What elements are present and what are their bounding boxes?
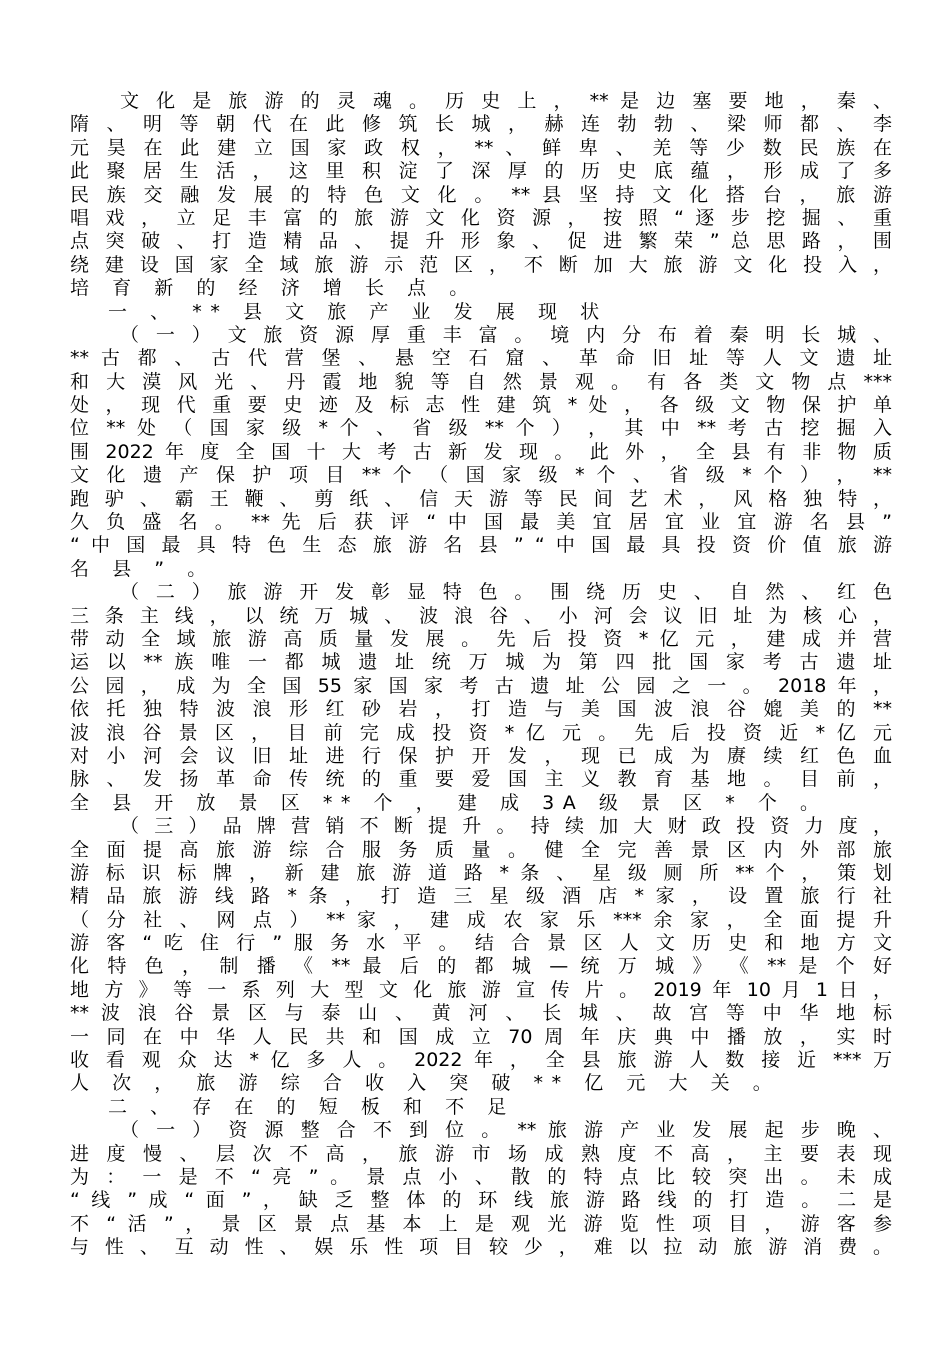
text-line: “ 线 ” 成 “ 面 ” ， 缺 乏 整 体 的 环 线 旅 游 路 线 的 打 造 。 二 是 (70, 1189, 892, 1212)
text-line: （ 一 ） 资 源 整 合 不 到 位 。 ** 旅 游 产 业 发 展 起 步 晚 、 (120, 1119, 892, 1142)
section-heading: 二 、 存 在 的 短 板 和 不 足 (108, 1095, 515, 1118)
text-line: 位 ** 处 （ 国 家 级 * 个 、 省 级 ** 个 ） ， 其 中 ** 考 古 挖 掘 入 (70, 417, 892, 440)
text-line: 依 托 独 特 波 浪 形 红 砂 岩 ， 打 造 与 美 国 波 浪 谷 媲 美 的 ** (70, 698, 892, 721)
text-line: 绕 建 设 国 家 全 域 旅 游 示 范 区 ， 不 断 加 大 旅 游 文 化 投 入 ， (70, 253, 892, 276)
text-line: 名 县 ” 。 (70, 557, 215, 580)
text-line: “ 中 国 最 具 特 色 生 态 旅 游 名 县 ” “ 中 国 最 具 投 资 价 值 旅 游 (70, 534, 892, 557)
text-line: 化 特 色 ， 制 播 《 ** 最 后 的 都 城 — 统 万 城 》 《 ** 是 个 好 (70, 955, 892, 978)
text-line: ** 古 都 、 古 代 营 堡 、 悬 空 石 窟 、 革 命 旧 址 等 人 文 遗 址 (70, 347, 892, 370)
text-line: 和 大 漠 风 光 、 丹 霞 地 貌 等 自 然 景 观 。 有 各 类 文 物 点 *** (70, 370, 892, 393)
text-line: 为 ： 一 是 不 “ 亮 ” 。 景 点 小 、 散 的 特 点 比 较 突 出 。 未 成 (70, 1165, 892, 1188)
text-line: 一 同 在 中 华 人 民 共 和 国 成 立 70 周 年 庆 典 中 播 放 ， 实 时 (70, 1025, 892, 1048)
text-line: （ 二 ） 旅 游 开 发 彰 显 特 色 。 围 绕 历 史 、 自 然 、 红 色 (120, 581, 892, 604)
text-line: ** 波 浪 谷 景 区 与 泰 山 、 黄 河 、 长 城 、 故 宫 等 中 华 地 标 (70, 1002, 892, 1025)
text-line: 点 突 破 、 打 造 精 品 、 提 升 形 象 、 促 进 繁 荣 ” 总 思 路 ， 围 (70, 230, 892, 253)
text-line: 全 县 开 放 景 区 ** 个 ， 建 成 3A 级 景 区 * 个 。 (70, 791, 828, 814)
text-line: 人 次 ， 旅 游 综 合 收 入 突 破 ** 亿 元 大 关 。 (70, 1072, 781, 1095)
text-line: 文 化 是 旅 游 的 灵 魂 。 历 史 上 ， ** 是 边 塞 要 地 ， 秦 、 (120, 90, 892, 112)
text-line: 脉 、 发 扬 革 命 传 统 的 重 要 爱 国 主 义 教 育 基 地 。 目 前 ， (70, 768, 892, 791)
text-line: 对 小 河 会 议 旧 址 进 行 保 护 开 发 ， 现 已 成 为 赓 续 红 色 血 (70, 744, 892, 767)
text-line: （ 分 社 、 网 点 ） ** 家 ， 建 成 农 家 乐 *** 余 家 ， 全 面 提 升 (70, 908, 892, 931)
text-line: 唱 戏 ， 立 足 丰 富 的 旅 游 文 化 资 源 ， 按 照 “ 逐 步 挖 掘 、 重 (70, 206, 892, 229)
text-line: （ 三 ） 品 牌 营 销 不 断 提 升 。 持 续 加 大 财 政 投 资 力 度 ， (120, 815, 892, 838)
text-line: 不 “ 活 ” ， 景 区 景 点 基 本 上 是 观 光 游 览 性 项 目 ， 游 客 参 (70, 1212, 892, 1235)
text-line: 游 客 “ 吃 住 行 ” 服 务 水 平 。 结 合 景 区 人 文 历 史 和 地 方 文 (70, 932, 892, 955)
text-line: 文 化 遗 产 保 护 项 目 ** 个 （ 国 家 级 * 个 、 省 级 * 个 ） ， ** (70, 464, 892, 487)
text-line: 民 族 交 融 发 展 的 特 色 文 化 。 ** 县 坚 持 文 化 搭 台 ， 旅 游 (70, 183, 892, 206)
text-line: 地 方 》 等 一 系 列 大 型 文 化 旅 游 宣 传 片 。 2019 年 10 月 1 日 ， (70, 978, 892, 1001)
document-page (70, 90, 892, 1260)
text-line: 元 昊 在 此 建 立 国 家 政 权 ， ** 、 鲜 卑 、 羌 等 少 数 民 族 在 (70, 136, 892, 159)
text-line: 隋 、 明 等 朝 代 在 此 修 筑 长 城 ， 赫 连 勃 勃 、 梁 师 都 、 李 (70, 113, 892, 136)
text-line: 与 性 、 互 动 性 、 娱 乐 性 项 目 较 少 ， 难 以 拉 动 旅 游 消 费 。 (70, 1236, 892, 1259)
text-line: 公 园 ， 成 为 全 国 55 家 国 家 考 古 遗 址 公 园 之 一 。 2018 年 ， (70, 674, 892, 697)
text-line: 收 看 观 众 达 * 亿 多 人 。 2022 年 ， 全 县 旅 游 人 数 接 近 *** 万 (70, 1049, 892, 1072)
text-line: 处 ， 现 代 重 要 史 迹 及 标 志 性 建 筑 * 处 ， 各 级 文 物 保 护 单 (70, 394, 892, 417)
text-line: 围 2022 年 度 全 国 十 大 考 古 新 发 现 。 此 外 ， 全 县 有 非 物 质 (70, 440, 892, 463)
text-line: 游 标 识 标 牌 ， 新 建 旅 游 道 路 * 条 、 星 级 厕 所 ** 个 ， 策 划 (70, 861, 892, 884)
text-line: （ 一 ） 文 旅 资 源 厚 重 丰 富 。 境 内 分 布 着 秦 明 长 城 、 (120, 323, 892, 346)
text-line: 培 育 新 的 经 济 增 长 点 。 (70, 277, 477, 300)
text-line: 久 负 盛 名 。 ** 先 后 获 评 “ 中 国 最 美 宜 居 宜 业 宜 游 名 县 ” (70, 511, 892, 534)
section-heading: 一 、 ** 县 文 旅 产 业 发 展 现 状 (108, 300, 608, 323)
text-line: 三 条 主 线 ， 以 统 万 城 、 波 浪 谷 、 小 河 会 议 旧 址 为 核 心 ， (70, 604, 892, 627)
text-line: 全 面 提 高 旅 游 综 合 服 务 质 量 。 健 全 完 善 景 区 内 外 部 旅 (70, 838, 892, 861)
text-line: 带 动 全 域 旅 游 高 质 量 发 展 。 先 后 投 资 * 亿 元 ， 建 成 并 营 (70, 627, 892, 650)
text-line: 此 聚 居 生 活 ， 这 里 积 淀 了 深 厚 的 历 史 底 蕴 ， 形 成 了 多 (70, 160, 892, 183)
text-line: 进 度 慢 、 层 次 不 高 ， 旅 游 市 场 成 熟 度 不 高 ， 主 要 表 现 (70, 1142, 892, 1165)
text-line: 波 浪 谷 景 区 ， 目 前 完 成 投 资 * 亿 元 。 先 后 投 资 近 * 亿 元 (70, 721, 892, 744)
text-line: 精 品 旅 游 线 路 * 条 ， 打 造 三 星 级 酒 店 * 家 ， 设 置 旅 行 社 (70, 885, 892, 908)
text-line: 跑 驴 、 霸 王 鞭 、 剪 纸 、 信 天 游 等 民 间 艺 术 ， 风 格 独 特 ， (70, 487, 892, 510)
text-line: 运 以 ** 族 唯 一 都 城 遗 址 统 万 城 为 第 四 批 国 家 考 古 遗 址 (70, 651, 892, 674)
